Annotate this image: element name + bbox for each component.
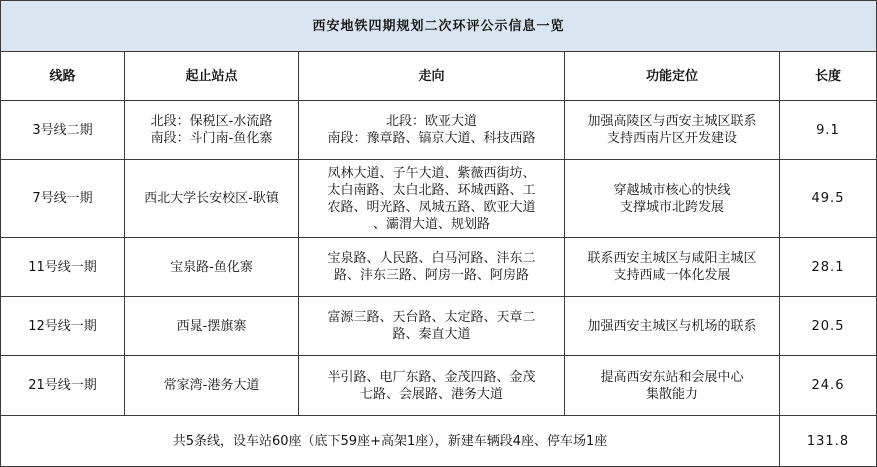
function-text: 支持西咸一体化发展 [613, 268, 731, 283]
cell-function [565, 297, 780, 356]
route-text: 路、秦直大道 [392, 327, 471, 342]
cell-route [299, 160, 565, 238]
cell-route [299, 356, 565, 416]
cell-route [299, 101, 565, 160]
table-row [1, 101, 877, 160]
cell-route [299, 297, 565, 356]
cell-length: 49.5 [780, 160, 877, 238]
cell-length: 24.6 [780, 356, 877, 416]
station-text: 西晁-摆旗寨 [176, 318, 247, 334]
route-text: 富源三路、天台路、太定路、天章二 [327, 310, 536, 325]
station-text: 北段：保税区-水流路 [150, 114, 273, 129]
cell-length: 20.5 [780, 297, 877, 356]
cell-line: 7号线一期 [1, 160, 125, 238]
table-row [1, 356, 877, 416]
cell-stations [125, 160, 299, 238]
cell-stations [125, 356, 299, 416]
cell-line: 12号线一期 [1, 297, 125, 356]
route-text: 宝泉路、人民路、白马河路、沣东二 [327, 251, 536, 266]
header-route: 走向 [299, 52, 565, 101]
summary-text: 共5条线，设车站60座（底下59座+高架1座），新建车辆段4座、停车场1座 [1, 416, 780, 467]
header-length: 长度 [780, 52, 877, 101]
cell-function [565, 356, 780, 416]
function-text: 提高西安东站和会展中心 [600, 369, 744, 385]
route-text: 凤林大道、子午大道、紫薇西街坊、 [327, 165, 536, 181]
table-title: 西安地铁四期规划二次环评公示信息一览 [1, 1, 877, 52]
station-text: 宝泉路-鱼化寨 [170, 259, 253, 275]
station-text: 南段：斗门南-鱼化寨 [150, 131, 273, 146]
route-text: 南段：豫章路、镐京大道、科技西路 [327, 131, 536, 146]
table-row [1, 297, 877, 356]
cell-length: 28.1 [780, 238, 877, 297]
route-text: 太白南路、太白北路、环城西路、工 [327, 182, 536, 198]
function-text: 加强高陵区与西安主城区联系 [587, 114, 757, 129]
cell-stations [125, 297, 299, 356]
header-line: 线路 [1, 52, 125, 101]
cell-line: 3号线二期 [1, 101, 125, 160]
function-text: 支撑城市北跨发展 [619, 199, 724, 215]
function-text: 集散能力 [645, 386, 698, 402]
station-text: 西北大学长安校区-耿镇 [144, 191, 279, 206]
route-text: 、灞渭大道、规划路 [372, 216, 490, 232]
cell-stations [125, 238, 299, 297]
function-text: 穿越城市核心的快线 [613, 182, 731, 198]
function-text: 加强西安主城区与机场的联系 [587, 318, 757, 334]
header-row [1, 52, 877, 101]
cell-function [565, 101, 780, 160]
cell-function [565, 238, 780, 297]
route-text: 北段：欧亚大道 [385, 114, 477, 129]
header-stations: 起止站点 [125, 52, 299, 101]
route-text: 七路、会展路、港务大道 [359, 386, 503, 402]
summary-row [1, 416, 877, 467]
function-text: 联系西安主城区与咸阳主城区 [587, 251, 757, 266]
route-text: 路、沣东三路、阿房一路、阿房路 [333, 268, 529, 283]
cell-route [299, 238, 565, 297]
cell-length: 9.1 [780, 101, 877, 160]
total-length: 131.8 [780, 416, 877, 467]
cell-function [565, 160, 780, 238]
cell-line: 21号线一期 [1, 356, 125, 416]
table-row [1, 238, 877, 297]
cell-stations [125, 101, 299, 160]
function-text: 支持西南片区开发建设 [606, 131, 737, 146]
cell-line: 11号线一期 [1, 238, 125, 297]
route-text: 半引路、电厂东路、金茂四路、金茂 [327, 369, 536, 385]
station-text: 常家湾-港务大道 [163, 378, 260, 393]
header-function: 功能定位 [565, 52, 780, 101]
table-row [1, 160, 877, 238]
route-text: 农路、明光路、凤城五路、欧亚大道 [327, 199, 536, 215]
